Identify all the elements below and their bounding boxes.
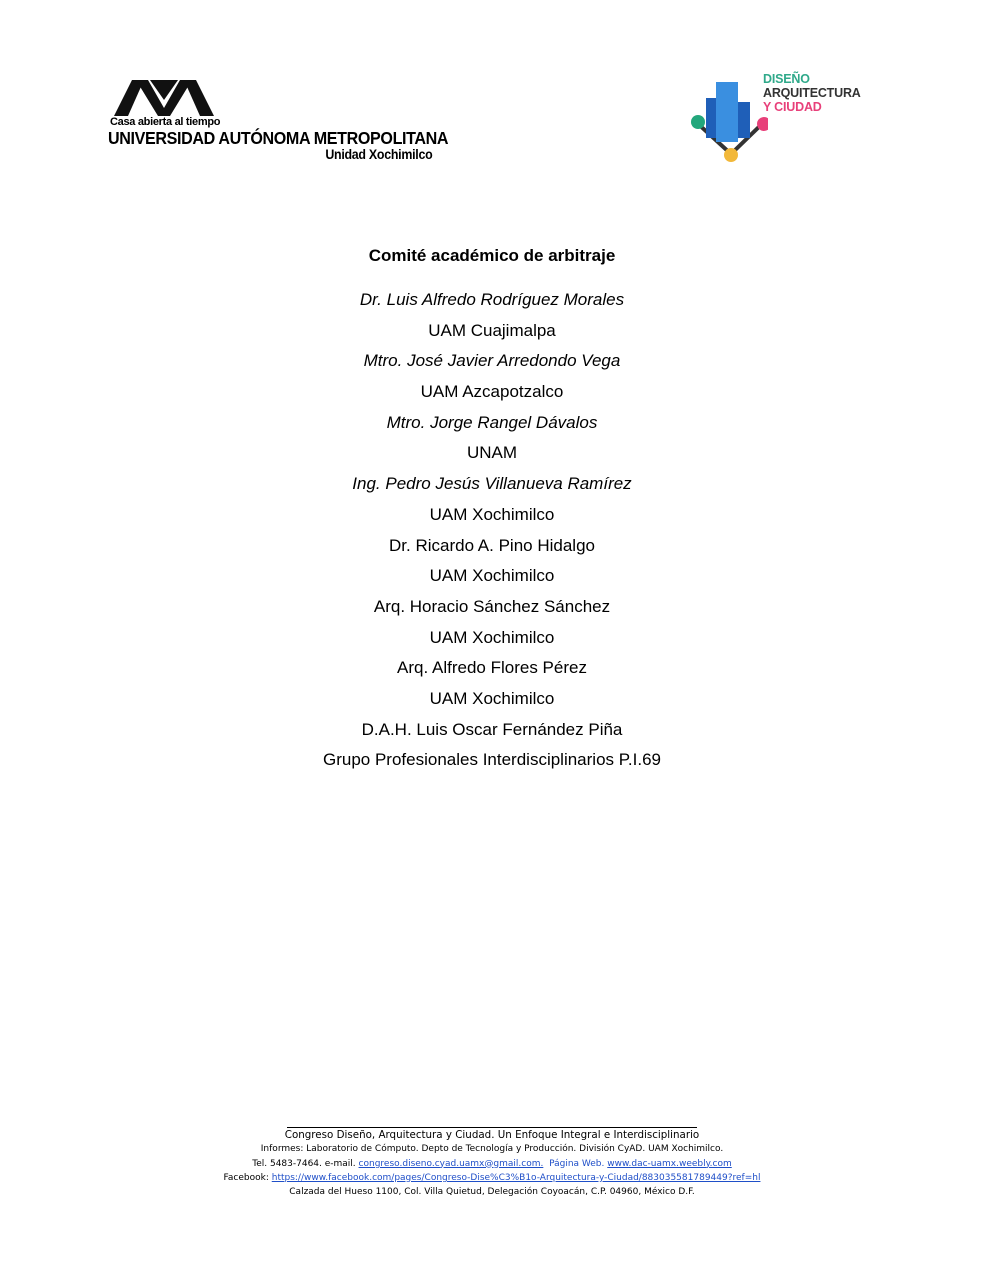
member-affiliation: UNAM: [466, 443, 518, 463]
footer-address: Calzada del Hueso 1100, Col. Villa Quietud, Delegación Coyoacán, C.P. 04960, México D.F.: [289, 1187, 695, 1198]
member-affiliation: UAM Azcapotzalco: [420, 382, 564, 402]
footer-congress: Congreso Diseño, Arquitectura y Ciudad. Un Enfoque Integral e Interdisciplinario: [284, 1129, 700, 1141]
website-link[interactable]: www.dac-uamx.weebly.com: [607, 1158, 732, 1169]
web-label: Página Web.: [549, 1158, 605, 1169]
email-link[interactable]: congreso.diseno.cyad.uamx@gmail.com.: [358, 1158, 544, 1169]
member-affiliation: UAM Xochimilco: [429, 627, 555, 647]
member-name: Dr. Luis Alfredo Rodríguez Morales: [359, 290, 625, 309]
member-name: Mtro. José Javier Arredondo Vega: [363, 351, 621, 371]
member-name: D.A.H. Luis Oscar Fernández Piña: [361, 719, 623, 739]
committee-list: [0, 285, 984, 776]
facebook-link[interactable]: https://www.facebook.com/pages/Congreso-Dise%C3%B1o-Arquitectura-y-Ciudad/883035581789449?ref=hl: [271, 1172, 761, 1183]
member-name: Mtro. Jorge Rangel Dávalos: [386, 412, 598, 432]
member-affiliation: UAM Xochimilco: [429, 566, 555, 586]
footer-tel: Tel. 5483-7464. e-mail.: [252, 1158, 356, 1169]
footer: [0, 1118, 984, 1199]
uam-logo: [108, 78, 449, 168]
member-affiliation: UAM Xochimilco: [429, 688, 555, 708]
member-affiliation: UAM Cuajimalpa: [428, 320, 556, 340]
uam-name: UNIVERSIDAD AUTÓNOMA METROPOLITANA: [108, 128, 449, 148]
buildings-emblem-icon: [688, 70, 768, 165]
footer-info: Informes: Laboratorio de Cómputo. Depto de Tecnología y Producción. División CyAD. UAM Xochimilco.: [260, 1144, 724, 1155]
uam-unit: Unidad Xochimilco: [324, 147, 432, 162]
footer-facebook: [0, 1171, 984, 1185]
member-name: Dr. Ricardo A. Pino Hidalgo: [389, 535, 595, 555]
footer-contact: [0, 1157, 984, 1171]
facebook-label: Facebook:: [223, 1172, 269, 1183]
dac-line3: Y CIUDAD: [763, 100, 822, 114]
committee-title: Comité académico de arbitraje: [368, 246, 616, 265]
dac-line2: ARQUITECTURA: [763, 86, 861, 100]
uam-emblem-icon: [114, 78, 214, 118]
committee-section: [0, 244, 984, 776]
member-name: Arq. Horacio Sánchez Sánchez: [373, 596, 611, 616]
footer-divider: [287, 1118, 697, 1128]
uam-tagline: Casa abierta al tiempo: [110, 116, 221, 128]
member-name: Arq. Alfredo Flores Pérez: [397, 658, 587, 678]
member-affiliation: Grupo Profesionales Interdisciplinarios P.I.69: [323, 750, 661, 770]
member-affiliation: UAM Xochimilco: [429, 504, 555, 524]
dac-line1: DISEÑO: [763, 72, 810, 86]
dac-logo: [688, 70, 878, 165]
member-name: Ing. Pedro Jesús Villanueva Ramírez: [352, 474, 632, 494]
